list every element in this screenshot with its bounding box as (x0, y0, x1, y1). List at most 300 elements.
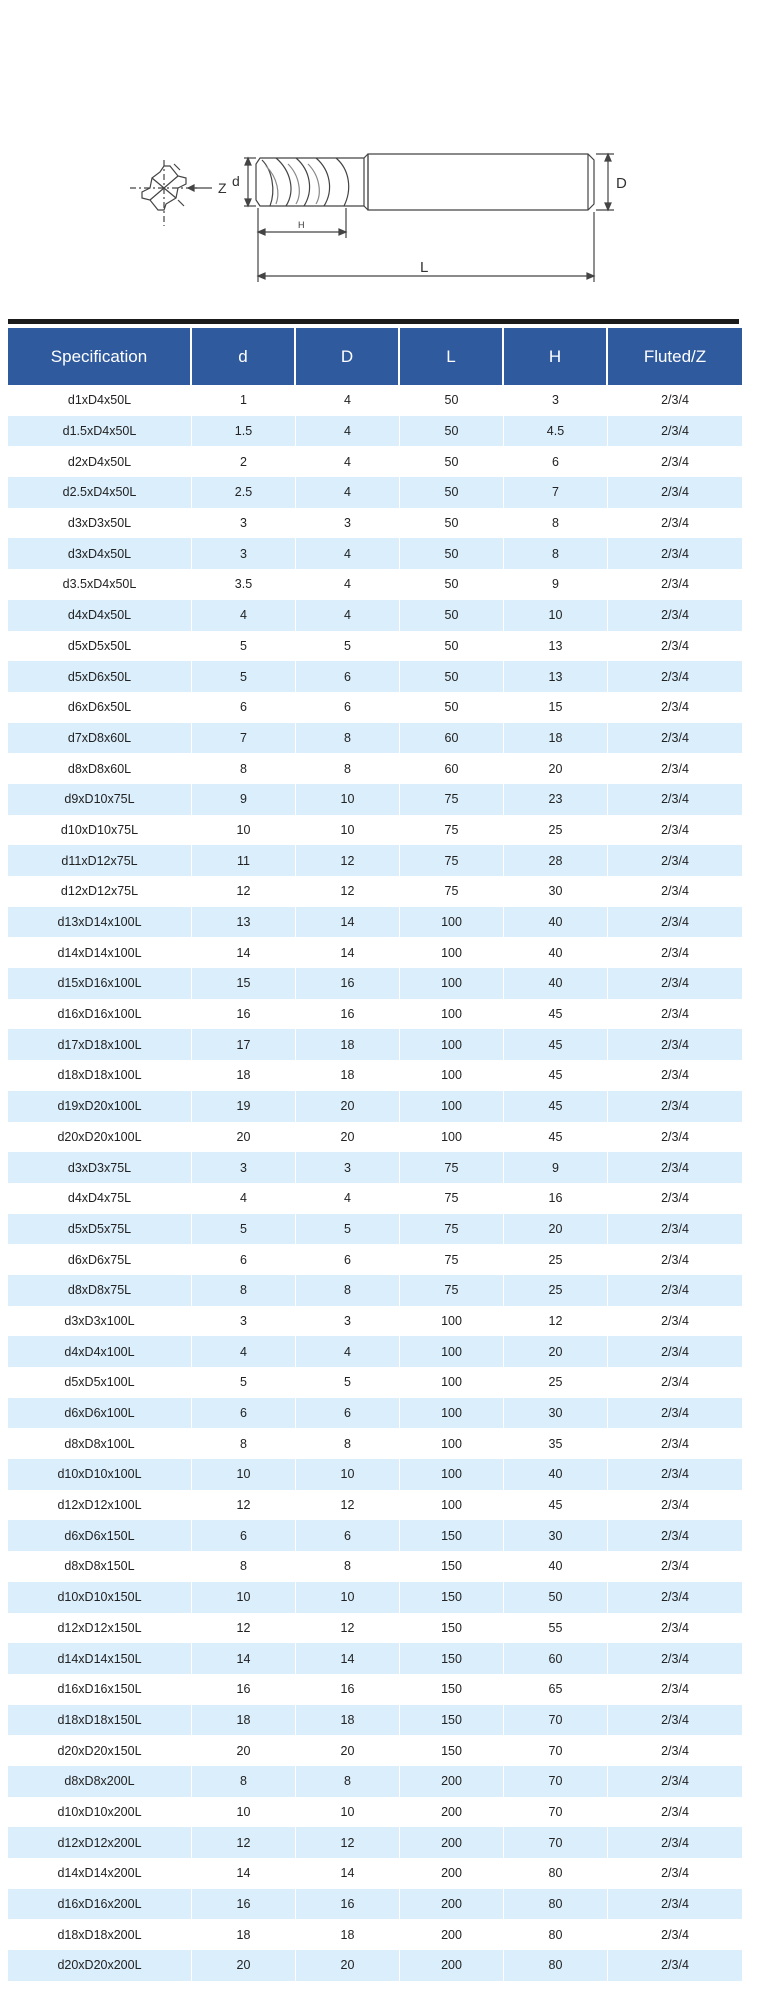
d-cell: 20 (192, 1122, 296, 1153)
fluted-cell: 2/3/4 (608, 999, 742, 1030)
L-cell: 150 (400, 1582, 504, 1613)
spec-cell: d13xD14x100L (8, 907, 192, 938)
spec-cell: d3xD3x75L (8, 1152, 192, 1183)
H-cell: 20 (504, 753, 608, 784)
fluted-cell: 2/3/4 (608, 569, 742, 600)
fluted-cell: 2/3/4 (608, 1336, 742, 1367)
table-row (8, 600, 742, 631)
table-row (8, 569, 742, 600)
fluted-cell: 2/3/4 (608, 1643, 742, 1674)
fluted-cell: 2/3/4 (608, 508, 742, 539)
D-cell: 20 (296, 1091, 400, 1122)
L-cell: 150 (400, 1705, 504, 1736)
D-cell: 12 (296, 1827, 400, 1858)
d-cell: 3 (192, 1152, 296, 1183)
spec-cell: d8xD8x100L (8, 1428, 192, 1459)
d-cell: 14 (192, 937, 296, 968)
L-cell: 200 (400, 1919, 504, 1950)
end-mill-diagram (0, 0, 757, 320)
d-cell: 11 (192, 845, 296, 876)
column-header-D: D (296, 328, 400, 385)
end-view-icon (130, 160, 198, 226)
L-cell: 50 (400, 538, 504, 569)
d-cell: 19 (192, 1091, 296, 1122)
D-cell: 6 (296, 661, 400, 692)
table-row (8, 1766, 742, 1797)
table-row (8, 631, 742, 662)
table-row (8, 1183, 742, 1214)
H-cell: 18 (504, 723, 608, 754)
D-cell: 4 (296, 600, 400, 631)
fluted-cell: 2/3/4 (608, 692, 742, 723)
D-cell: 12 (296, 876, 400, 907)
spec-cell: d18xD18x150L (8, 1705, 192, 1736)
H-cell: 40 (504, 937, 608, 968)
fluted-cell: 2/3/4 (608, 1950, 742, 1981)
table-row (8, 1490, 742, 1521)
table-row (8, 692, 742, 723)
spec-cell: d8xD8x60L (8, 753, 192, 784)
H-cell: 45 (504, 1091, 608, 1122)
D-cell: 16 (296, 1674, 400, 1705)
H-cell: 40 (504, 1459, 608, 1490)
L-cell: 50 (400, 631, 504, 662)
d-cell: 8 (192, 1551, 296, 1582)
L-cell: 200 (400, 1858, 504, 1889)
fluted-cell: 2/3/4 (608, 1889, 742, 1920)
D-cell: 12 (296, 845, 400, 876)
D-cell: 6 (296, 1398, 400, 1429)
d-cell: 10 (192, 1797, 296, 1828)
L-cell: 150 (400, 1674, 504, 1705)
D-cell: 4 (296, 538, 400, 569)
L-cell: 100 (400, 999, 504, 1030)
header-rule (8, 319, 739, 324)
D-cell: 8 (296, 723, 400, 754)
table-row (8, 1306, 742, 1337)
H-cell: 25 (504, 1367, 608, 1398)
table-row (8, 446, 742, 477)
H-cell: 8 (504, 508, 608, 539)
H-cell: 45 (504, 1490, 608, 1521)
table-row (8, 1797, 742, 1828)
D-cell: 4 (296, 385, 400, 416)
table-row (8, 999, 742, 1030)
H-cell: 10 (504, 600, 608, 631)
d-cell: 2 (192, 446, 296, 477)
spec-cell: d4xD4x50L (8, 600, 192, 631)
H-cell: 60 (504, 1643, 608, 1674)
fluted-cell: 2/3/4 (608, 1306, 742, 1337)
L-cell: 100 (400, 1306, 504, 1337)
d-cell: 10 (192, 1459, 296, 1490)
H-cell: 15 (504, 692, 608, 723)
D-cell: 14 (296, 1643, 400, 1674)
D-cell: 10 (296, 1797, 400, 1828)
H-cell: 30 (504, 876, 608, 907)
fluted-cell: 2/3/4 (608, 723, 742, 754)
table-row (8, 1674, 742, 1705)
table-row (8, 1122, 742, 1153)
spec-cell: d19xD20x100L (8, 1091, 192, 1122)
fluted-cell: 2/3/4 (608, 1091, 742, 1122)
table-row (8, 876, 742, 907)
table-row (8, 1398, 742, 1429)
H-cell: 25 (504, 1244, 608, 1275)
D-cell: 8 (296, 1766, 400, 1797)
L-cell: 50 (400, 600, 504, 631)
table-row (8, 1705, 742, 1736)
H-cell: 35 (504, 1428, 608, 1459)
spec-cell: d8xD8x200L (8, 1766, 192, 1797)
spec-cell: d14xD14x200L (8, 1858, 192, 1889)
fluted-cell: 2/3/4 (608, 845, 742, 876)
L-cell: 75 (400, 1152, 504, 1183)
column-header-d: d (192, 328, 296, 385)
L-cell: 75 (400, 876, 504, 907)
L-cell: 100 (400, 1490, 504, 1521)
spec-cell: d12xD12x100L (8, 1490, 192, 1521)
end-mill-drawing (0, 0, 757, 320)
spec-cell: d16xD16x200L (8, 1889, 192, 1920)
table-row (8, 1827, 742, 1858)
table-row (8, 1950, 742, 1981)
L-cell: 100 (400, 1060, 504, 1091)
table-row (8, 1152, 742, 1183)
spec-cell: d1.5xD4x50L (8, 416, 192, 447)
H-cell: 4.5 (504, 416, 608, 447)
d-cell: 9 (192, 784, 296, 815)
table-row (8, 385, 742, 416)
spec-cell: d10xD10x100L (8, 1459, 192, 1490)
D-cell: 4 (296, 1336, 400, 1367)
D-cell: 8 (296, 1428, 400, 1459)
spec-cell: d3xD3x50L (8, 508, 192, 539)
L-cell: 75 (400, 845, 504, 876)
D-cell: 18 (296, 1060, 400, 1091)
spec-cell: d8xD8x150L (8, 1551, 192, 1582)
H-cell: 45 (504, 1029, 608, 1060)
d-cell: 14 (192, 1858, 296, 1889)
L-cell: 75 (400, 815, 504, 846)
spec-cell: d18xD18x200L (8, 1919, 192, 1950)
L-cell: 50 (400, 508, 504, 539)
D-cell: 10 (296, 784, 400, 815)
L-cell: 150 (400, 1520, 504, 1551)
fluted-cell: 2/3/4 (608, 1797, 742, 1828)
D-cell: 6 (296, 1520, 400, 1551)
d-cell: 16 (192, 1889, 296, 1920)
D-cell: 8 (296, 753, 400, 784)
L-cell: 50 (400, 385, 504, 416)
d-cell: 4 (192, 1336, 296, 1367)
spec-cell: d16xD16x100L (8, 999, 192, 1030)
table-row (8, 1919, 742, 1950)
D-cell: 5 (296, 1214, 400, 1245)
spec-cell: d8xD8x75L (8, 1275, 192, 1306)
L-cell: 200 (400, 1797, 504, 1828)
spec-cell: d3.5xD4x50L (8, 569, 192, 600)
spec-cell: d18xD18x100L (8, 1060, 192, 1091)
L-cell: 50 (400, 477, 504, 508)
D-cell: 4 (296, 416, 400, 447)
d-cell: 6 (192, 692, 296, 723)
D-cell: 3 (296, 1306, 400, 1337)
H-cell: 45 (504, 1060, 608, 1091)
fluted-cell: 2/3/4 (608, 600, 742, 631)
spec-cell: d10xD10x75L (8, 815, 192, 846)
d-cell: 17 (192, 1029, 296, 1060)
D-label: D (616, 175, 627, 192)
H-cell: 45 (504, 1122, 608, 1153)
L-cell: 60 (400, 753, 504, 784)
d-cell: 14 (192, 1643, 296, 1674)
table-row (8, 1060, 742, 1091)
spec-cell: d5xD5x50L (8, 631, 192, 662)
fluted-cell: 2/3/4 (608, 1520, 742, 1551)
L-cell: 100 (400, 1122, 504, 1153)
D-cell: 12 (296, 1490, 400, 1521)
table-row (8, 1459, 742, 1490)
L-cell: 200 (400, 1766, 504, 1797)
L-cell: 100 (400, 1398, 504, 1429)
table-row (8, 1244, 742, 1275)
H-cell: 50 (504, 1582, 608, 1613)
tool-body (256, 154, 594, 210)
L-cell: 50 (400, 692, 504, 723)
fluted-cell: 2/3/4 (608, 1674, 742, 1705)
d-cell: 8 (192, 1766, 296, 1797)
spec-cell: d7xD8x60L (8, 723, 192, 754)
column-header-specification: Specification (8, 328, 192, 385)
fluted-cell: 2/3/4 (608, 1827, 742, 1858)
spec-cell: d12xD12x200L (8, 1827, 192, 1858)
spec-table (8, 328, 742, 1981)
table-row (8, 1735, 742, 1766)
column-header-L: L (400, 328, 504, 385)
H-cell: 20 (504, 1214, 608, 1245)
column-header-H: H (504, 328, 608, 385)
d-cell: 12 (192, 1490, 296, 1521)
spec-cell: d6xD6x150L (8, 1520, 192, 1551)
table-row (8, 1367, 742, 1398)
table-row (8, 815, 742, 846)
fluted-cell: 2/3/4 (608, 1459, 742, 1490)
H-cell: 70 (504, 1705, 608, 1736)
D-cell: 4 (296, 1183, 400, 1214)
L-label: L (420, 259, 429, 276)
table-row (8, 845, 742, 876)
H-cell: 16 (504, 1183, 608, 1214)
z-label: Z (218, 180, 227, 196)
fluted-cell: 2/3/4 (608, 477, 742, 508)
H-cell: 7 (504, 477, 608, 508)
D-cell: 14 (296, 937, 400, 968)
table-row (8, 937, 742, 968)
fluted-cell: 2/3/4 (608, 1122, 742, 1153)
table-row (8, 477, 742, 508)
table-row (8, 1858, 742, 1889)
d-cell: 15 (192, 968, 296, 999)
H-label: H (298, 220, 305, 230)
fluted-cell: 2/3/4 (608, 631, 742, 662)
table-header-row (8, 328, 742, 385)
fluted-cell: 2/3/4 (608, 1735, 742, 1766)
H-cell: 55 (504, 1613, 608, 1644)
L-cell: 75 (400, 784, 504, 815)
d-cell: 6 (192, 1244, 296, 1275)
d-cell: 5 (192, 1214, 296, 1245)
D-cell: 4 (296, 477, 400, 508)
table-row (8, 1582, 742, 1613)
fluted-cell: 2/3/4 (608, 1029, 742, 1060)
H-cell: 25 (504, 815, 608, 846)
table-row (8, 1214, 742, 1245)
d-cell: 8 (192, 753, 296, 784)
L-cell: 200 (400, 1827, 504, 1858)
spec-cell: d20xD20x150L (8, 1735, 192, 1766)
H-cell: 9 (504, 1152, 608, 1183)
d-cell: 1 (192, 385, 296, 416)
table-row (8, 723, 742, 754)
H-cell: 8 (504, 538, 608, 569)
d-cell: 3 (192, 1306, 296, 1337)
table-row (8, 1275, 742, 1306)
table-row (8, 1520, 742, 1551)
spec-cell: d2xD4x50L (8, 446, 192, 477)
D-cell: 3 (296, 1152, 400, 1183)
d-cell: 6 (192, 1520, 296, 1551)
fluted-cell: 2/3/4 (608, 385, 742, 416)
column-header-fluted: Fluted/Z (608, 328, 742, 385)
table-row (8, 538, 742, 569)
spec-cell: d10xD10x200L (8, 1797, 192, 1828)
fluted-cell: 2/3/4 (608, 1060, 742, 1091)
d-cell: 7 (192, 723, 296, 754)
fluted-cell: 2/3/4 (608, 1275, 742, 1306)
spec-cell: d5xD5x100L (8, 1367, 192, 1398)
spec-cell: d6xD6x50L (8, 692, 192, 723)
table-row (8, 753, 742, 784)
L-cell: 100 (400, 907, 504, 938)
H-cell: 12 (504, 1306, 608, 1337)
H-cell: 40 (504, 968, 608, 999)
H-cell: 30 (504, 1398, 608, 1429)
L-cell: 100 (400, 968, 504, 999)
D-cell: 10 (296, 1582, 400, 1613)
L-cell: 150 (400, 1613, 504, 1644)
D-cell: 18 (296, 1705, 400, 1736)
d-cell: 12 (192, 1613, 296, 1644)
L-cell: 50 (400, 446, 504, 477)
d-cell: 3 (192, 538, 296, 569)
d-cell: 8 (192, 1428, 296, 1459)
L-cell: 60 (400, 723, 504, 754)
fluted-cell: 2/3/4 (608, 1919, 742, 1950)
H-cell: 25 (504, 1275, 608, 1306)
H-cell: 80 (504, 1858, 608, 1889)
table-row (8, 1551, 742, 1582)
fluted-cell: 2/3/4 (608, 538, 742, 569)
fluted-cell: 2/3/4 (608, 1398, 742, 1429)
table-row (8, 1643, 742, 1674)
D-cell: 14 (296, 907, 400, 938)
fluted-cell: 2/3/4 (608, 1705, 742, 1736)
d-cell: 4 (192, 1183, 296, 1214)
D-cell: 4 (296, 569, 400, 600)
L-cell: 200 (400, 1889, 504, 1920)
fluted-cell: 2/3/4 (608, 1367, 742, 1398)
H-cell: 70 (504, 1766, 608, 1797)
D-cell: 16 (296, 968, 400, 999)
L-cell: 50 (400, 569, 504, 600)
spec-cell: d1xD4x50L (8, 385, 192, 416)
table-row (8, 907, 742, 938)
L-cell: 50 (400, 416, 504, 447)
d-cell: 6 (192, 1398, 296, 1429)
D-cell: 6 (296, 692, 400, 723)
D-cell: 10 (296, 1459, 400, 1490)
table-row (8, 1091, 742, 1122)
D-cell: 20 (296, 1735, 400, 1766)
d-cell: 1.5 (192, 416, 296, 447)
L-cell: 75 (400, 1244, 504, 1275)
fluted-cell: 2/3/4 (608, 1183, 742, 1214)
L-cell: 100 (400, 1029, 504, 1060)
L-cell: 100 (400, 1459, 504, 1490)
L-cell: 75 (400, 1275, 504, 1306)
H-cell: 20 (504, 1336, 608, 1367)
fluted-cell: 2/3/4 (608, 1214, 742, 1245)
d-cell: 12 (192, 1827, 296, 1858)
fluted-cell: 2/3/4 (608, 1766, 742, 1797)
d-cell: 20 (192, 1950, 296, 1981)
H-cell: 70 (504, 1827, 608, 1858)
D-cell: 3 (296, 508, 400, 539)
d-cell: 18 (192, 1705, 296, 1736)
spec-cell: d9xD10x75L (8, 784, 192, 815)
L-cell: 100 (400, 1367, 504, 1398)
L-cell: 100 (400, 1091, 504, 1122)
L-cell: 150 (400, 1551, 504, 1582)
table-row (8, 1428, 742, 1459)
D-cell: 10 (296, 815, 400, 846)
D-cell: 16 (296, 999, 400, 1030)
L-cell: 150 (400, 1643, 504, 1674)
H-cell: 80 (504, 1919, 608, 1950)
L-cell: 50 (400, 661, 504, 692)
H-cell: 70 (504, 1797, 608, 1828)
H-cell: 65 (504, 1674, 608, 1705)
H-cell: 80 (504, 1950, 608, 1981)
fluted-cell: 2/3/4 (608, 968, 742, 999)
L-cell: 100 (400, 1428, 504, 1459)
H-cell: 9 (504, 569, 608, 600)
d-cell: 5 (192, 661, 296, 692)
H-cell: 28 (504, 845, 608, 876)
spec-cell: d10xD10x150L (8, 1582, 192, 1613)
d-cell: 3.5 (192, 569, 296, 600)
spec-cell: d6xD6x100L (8, 1398, 192, 1429)
table-body (8, 385, 742, 1981)
spec-cell: d12xD12x75L (8, 876, 192, 907)
fluted-cell: 2/3/4 (608, 446, 742, 477)
fluted-cell: 2/3/4 (608, 876, 742, 907)
fluted-cell: 2/3/4 (608, 753, 742, 784)
d-cell: 5 (192, 1367, 296, 1398)
L-cell: 100 (400, 937, 504, 968)
L-cell: 150 (400, 1735, 504, 1766)
